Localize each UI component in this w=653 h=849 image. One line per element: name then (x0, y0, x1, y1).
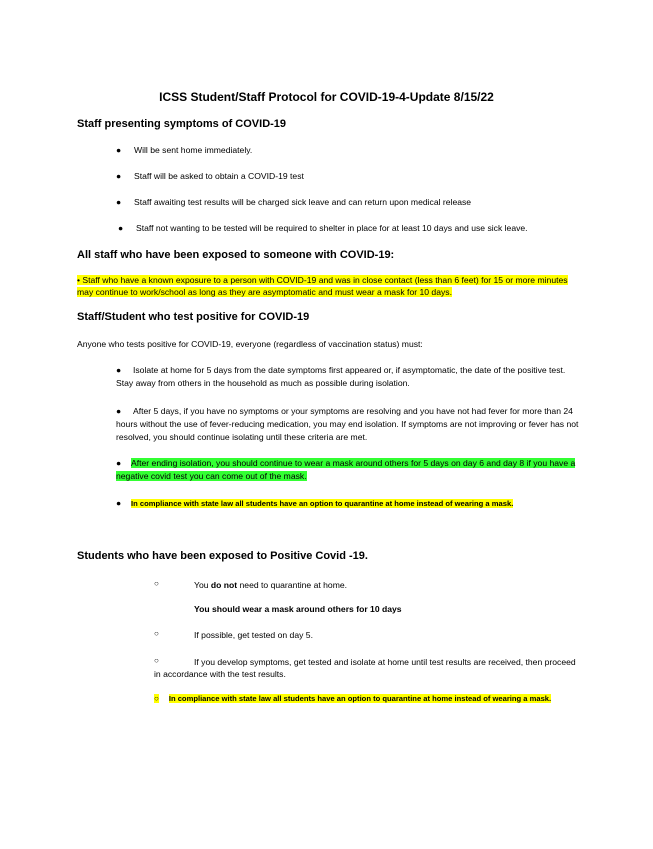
highlighted-text: may continue to work/school as long as they are asymptomatic and must wear a mask for 10 days. (77, 287, 452, 297)
bullet-icon: ● (116, 458, 122, 468)
heading-staff-symptoms: Staff presenting symptoms of COVID-19 (77, 118, 287, 130)
heading-test-positive: Staff/Student who test positive for COVID-19 (77, 311, 310, 323)
list-item-line: Stay away from others in the household as much as possible during isolation. (116, 378, 410, 388)
emphasis-text: do not (210, 580, 238, 590)
bullet-icon: ● (116, 498, 122, 508)
list-item: Will be sent home immediately. (134, 145, 253, 155)
list-item-line: If you develop symptoms, get tested and isolate at home until test results are received, then proceed (194, 657, 576, 667)
list-item: You do not need to quarantine at home. (194, 580, 348, 590)
bullet-icon: ● (116, 171, 122, 181)
list-item-line: in accordance with the test results. (154, 669, 286, 679)
circle-bullet-icon: ○ (154, 629, 159, 638)
bullet-icon: ● (118, 223, 124, 233)
bullet-icon: ● (116, 197, 122, 207)
list-item: Staff not wanting to be tested will be required to shelter in place for at least 10 days and use sick leave. (136, 223, 528, 233)
highlighted-text: negative covid test you can come out of the mask. (116, 471, 307, 481)
list-item: Staff will be asked to obtain a COVID-19 test (134, 171, 304, 181)
list-item-line: hours without the use of fever-reducing medication, you may end isolation. If symptoms are not improving or fever has not (116, 419, 579, 429)
heading-staff-exposed: All staff who have been exposed to someone with COVID-19: (77, 249, 395, 261)
circle-bullet-icon: ○ (154, 579, 159, 588)
list-item-sub: You should wear a mask around others for 10 days (194, 604, 402, 614)
highlighted-text: • Staff who have a known exposure to a person with COVID-19 and was in close contact (less than 6 feet) for 15 or more minutes (77, 275, 568, 285)
list-item: If possible, get tested on day 5. (194, 630, 313, 640)
highlighted-text: After ending isolation, you should continue to wear a mask around others for 5 days on day 6 and day 8 if you have a (131, 458, 576, 468)
highlighted-text: In compliance with state law all students have an option to quarantine at home instead of wearing a mask. (168, 694, 552, 703)
bullet-icon: ● (116, 365, 122, 375)
highlighted-text: In compliance with state law all students have an option to quarantine at home instead of wearing a mask. (131, 499, 514, 508)
circle-bullet-icon: ○ (154, 694, 159, 703)
bullet-icon: ● (116, 145, 122, 155)
intro-text: Anyone who tests positive for COVID-19, everyone (regardless of vaccination status) must: (77, 339, 423, 349)
list-item-line: After 5 days, if you have no symptoms or your symptoms are resolving and you have not had fever for more than 24 (133, 406, 573, 416)
heading-students-exposed: Students who have been exposed to Positive Covid -19. (77, 550, 368, 562)
bullet-icon: ● (116, 406, 122, 416)
list-item-line: resolved, you should continue isolating until these criteria are met. (116, 432, 368, 442)
circle-bullet-icon: ○ (154, 656, 159, 665)
list-item: Staff awaiting test results will be charged sick leave and can return upon medical release (134, 197, 472, 207)
list-item-line: Isolate at home for 5 days from the date symptoms first appeared or, if asymptomatic, the date of the positive test. (133, 365, 566, 375)
document-title: ICSS Student/Staff Protocol for COVID-19-4-Update 8/15/22 (159, 90, 494, 104)
